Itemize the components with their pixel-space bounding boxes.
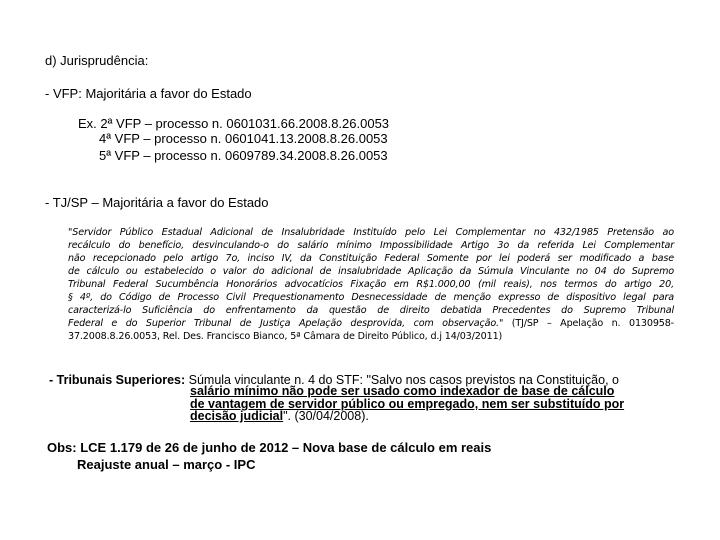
superiores-label: - Tribunais Superiores: xyxy=(49,373,186,387)
tjsp-label: - TJ/SP – Majoritária a favor do Estado xyxy=(45,195,269,210)
superiores-underlined-1 xyxy=(190,385,614,397)
quote-line-with-citation xyxy=(68,317,674,330)
vfp-process-3: 5ª VFP – processo n. 0609789.34.2008.8.26.0053 xyxy=(99,148,388,163)
citation-end: 37.2008.8.26.0053, Rel. Des. Francisco Bianco, 5ª Câmara de Direito Público, d.j 14/03/2011) xyxy=(68,331,503,342)
obs-line-1: Obs: LCE 1.179 de 26 de junho de 2012 – Nova base de cálculo em reais xyxy=(47,440,492,455)
superiores-text-end: ". (30/04/2008). xyxy=(283,409,369,423)
section-heading: d) Jurisprudência: xyxy=(45,53,149,68)
quote-line: Federal e do Superior Tribunal de Justiça Apelação desprovida, com observação." xyxy=(68,318,504,329)
quote-line: recálculo do benefício, desvinculando-o do salário mínimo Impossibilidade Artigo 3o da referida Lei Complementar xyxy=(68,240,674,251)
quote-line: "Servidor Público Estadual Adicional de Insalubridade Instituído pelo Lei Complementar no 432/1985 Pretensão ao xyxy=(68,227,674,238)
citation-start: (TJ/SP – Apelação n. 0130958- xyxy=(503,318,674,329)
superiores-text-start: Súmula vinculante n. 4 do STF: "Salvo nos casos previstos na Constituição, o xyxy=(185,373,619,387)
superiores-underlined-3 xyxy=(190,410,369,422)
underlined-text: de vantagem de servidor público ou empregado, nem ser substituído por xyxy=(190,397,625,411)
obs-line-2: Reajuste anual – março - IPC xyxy=(77,457,256,472)
quote-line: não recepcionado pelo artigo 7o, inciso IV, da Constituição Federal Somente por lei poderá ser modificado a base xyxy=(68,253,674,264)
tjsp-quote xyxy=(68,226,674,343)
vfp-process-1: Ex. 2ª VFP – processo n. 0601031.66.2008.8.26.0053 xyxy=(78,116,390,131)
underlined-text: decisão judicial xyxy=(190,409,284,423)
quote-line: caracterizá-lo Suficiência do enfrentamento da questão de direito debatida Precedentes do Supremo Tribunal xyxy=(68,305,674,316)
underlined-text: salário mínimo não pode ser usado como indexador de base de cálculo xyxy=(190,384,615,398)
quote-line: Tribunal Federal Sucumbência Honorários advocatícios Fixação em R$1.000,00 (mil reais), nos termos do artigo 20, xyxy=(68,279,674,290)
vfp-label: - VFP: Majoritária a favor do Estado xyxy=(45,86,252,101)
quote-line: de cálculo ou estabelecido o valor do adicional de insalubridade Aplicação da Súmula Vinculante no 04 do Supremo xyxy=(68,266,674,277)
quote-line: § 4º, do Código de Processo Civil Prequestionamento Desnecessidade de menção expresso de dispositivo legal para xyxy=(68,292,674,303)
vfp-process-2: 4ª VFP – processo n. 0601041.13.2008.8.26.0053 xyxy=(99,131,388,146)
